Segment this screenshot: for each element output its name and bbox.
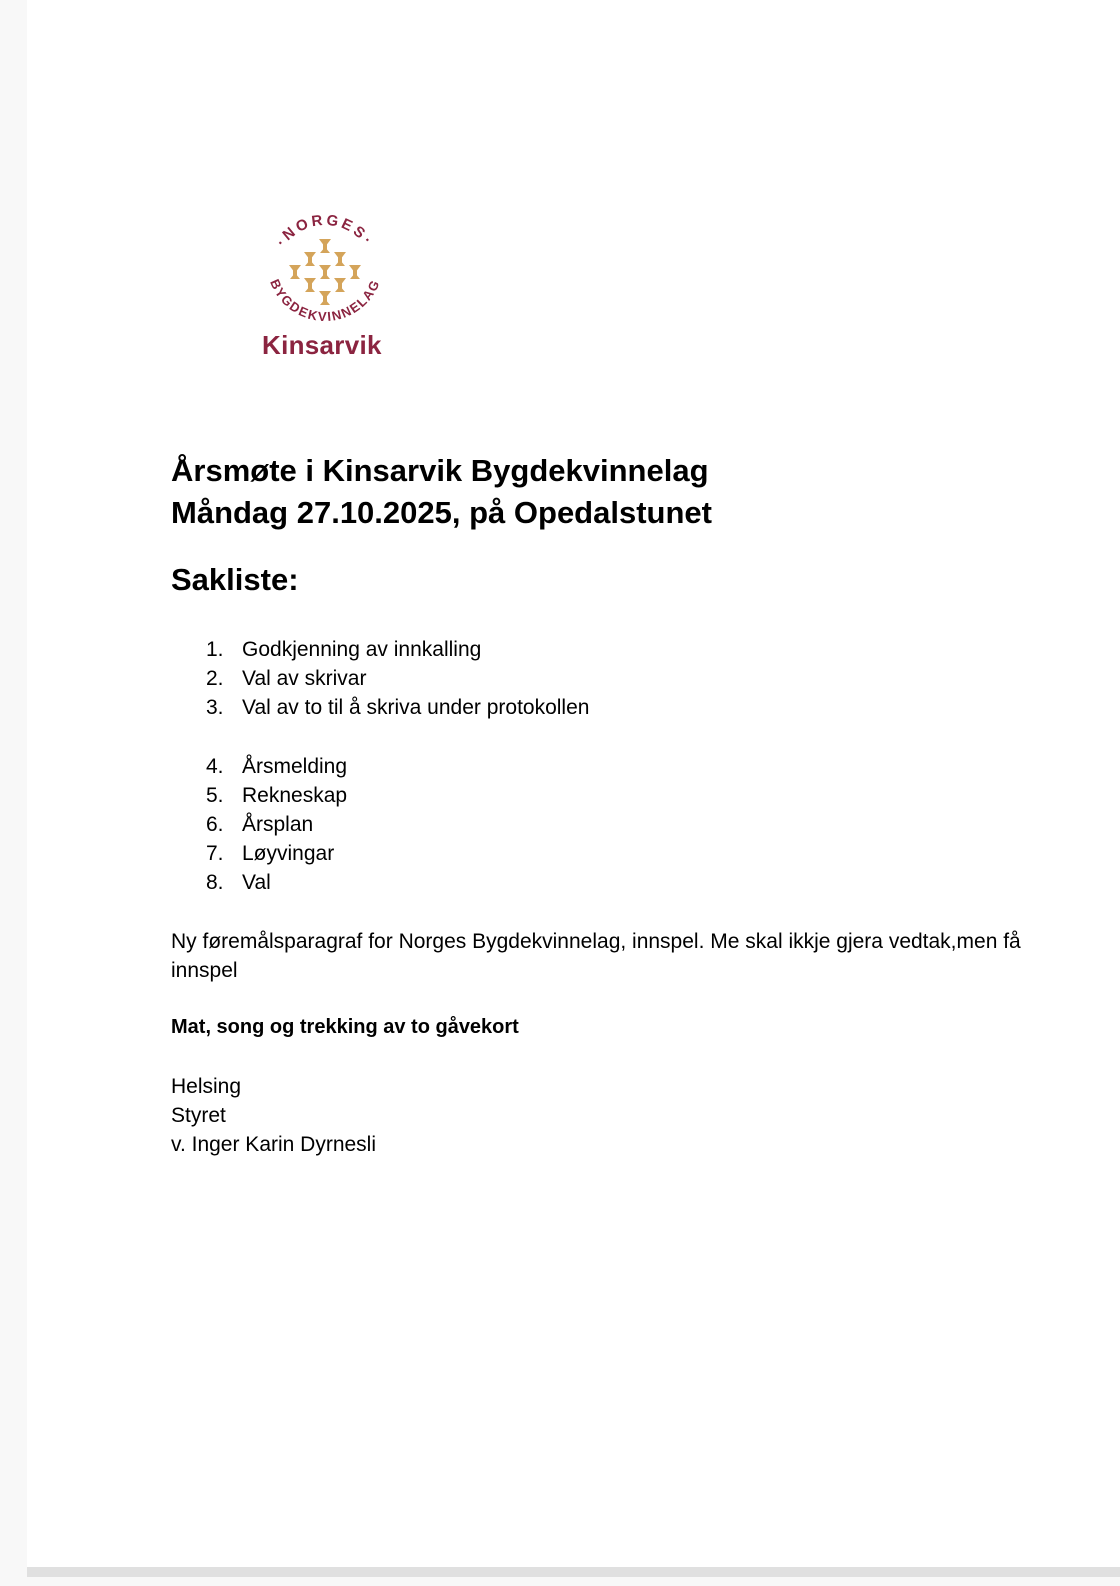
signature-from: Styret	[171, 1104, 226, 1127]
list-item: 4. Årsmelding	[206, 755, 348, 778]
agenda-list-group-2	[206, 752, 347, 897]
agenda-list-group-1	[206, 635, 589, 722]
signature-name: v. Inger Karin Dyrnesli	[171, 1133, 377, 1156]
signature-greeting: Helsing	[171, 1075, 242, 1098]
title-line-1: Årsmøte i Kinsarvik Bygdekvinnelag	[171, 453, 709, 488]
signature-block	[171, 1072, 1071, 1159]
program-line: Mat, song og trekking av to gåvekort	[171, 1016, 519, 1038]
list-item: 2. Val av skrivar	[206, 667, 367, 690]
logo-branch-name: Kinsarvik	[262, 330, 382, 360]
horizontal-scrollbar[interactable]	[27, 1567, 1120, 1577]
note-paragraph: Ny føremålsparagraf for Norges Bygdekvinnelag, innspel. Me skal ikkje gjera vedtak,men få innspel	[171, 930, 1021, 982]
list-item: 8. Val	[206, 871, 271, 894]
list-item: 1. Godkjenning av innkalling	[206, 638, 482, 661]
wheat-sheaves-icon	[289, 239, 361, 305]
list-item: 3. Val av to til å skriva under protokollen	[206, 696, 590, 719]
svg-text:BYGDEKVINNELAG: BYGDEKVINNELAG	[267, 276, 383, 325]
agenda-heading: Sakliste:	[171, 562, 299, 597]
document-page	[27, 0, 1120, 1567]
list-item: 5. Rekneskap	[206, 784, 348, 807]
list-item: 7. Løyvingar	[206, 842, 335, 865]
svg-text:·NORGES·: ·NORGES·	[272, 211, 378, 251]
document-title	[171, 450, 712, 534]
list-item: 6. Årsplan	[206, 813, 314, 836]
title-line-2: Måndag 27.10.2025, på Opedalstunet	[171, 495, 712, 530]
